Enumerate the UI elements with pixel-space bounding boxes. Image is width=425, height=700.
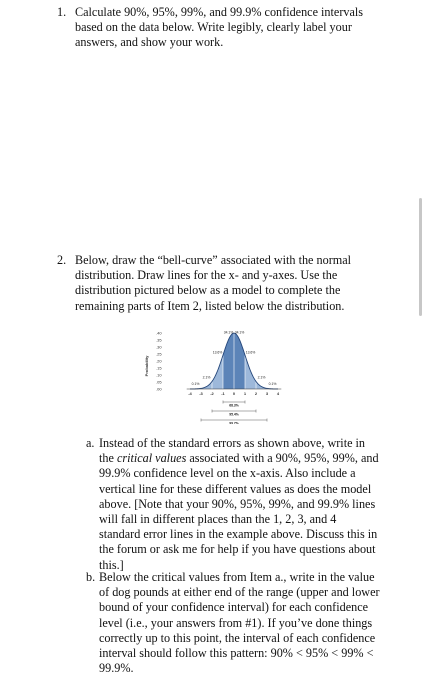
y-tick-label: .05 [156, 379, 162, 385]
x-tick-label: 4 [276, 391, 280, 396]
band-percent-label: 2.1% [202, 375, 211, 380]
coverage-brackets [201, 401, 267, 425]
bell-curve-figure [142, 328, 318, 424]
x-tick-labels [188, 391, 280, 396]
item-a-text [86, 436, 380, 573]
bracket-label: 95.4% [229, 412, 239, 417]
y-tick-label: .35 [156, 337, 162, 343]
band-percent-label: 0.1% [268, 381, 277, 386]
band-percent-label: 34.1% [234, 330, 245, 335]
y-tick-label: .10 [156, 372, 162, 378]
x-tick-label: -1 [221, 391, 225, 396]
item-b-text: Below the critical values from Item a., write in the value of dog pounds at either end of the range (upper and lower bound of your confidence interval) for each confidence level (i.e., your answers from #1). If you’ve done things correctly up to this point, the interval of each confidence interval should follow this pattern: 90% < 95% < 99% < 99.9%. [99, 570, 380, 676]
question-2-text: Below, draw the “bell-curve” associated with the normal distribution. Draw lines for the x- and y-axes. Use the distribution pictured below as a model to complete the remaining parts of Item 2, listed below the distribution. [75, 253, 352, 313]
x-tick-label: 0 [232, 391, 236, 396]
y-tick-label: .00 [156, 386, 162, 392]
item-a-emphasis: critical values [116, 451, 187, 466]
x-tick-label: 3 [265, 391, 269, 396]
y-tick-label: .20 [156, 358, 162, 364]
y-tick-labels [156, 330, 162, 391]
item-a-prefix: Instead of the standard errors as shown above, write in the [99, 436, 366, 466]
x-tick-label: 1 [243, 391, 247, 396]
question-1 [57, 5, 377, 51]
item-a-label: a. [86, 436, 95, 450]
band-percent-label: 13.6% [245, 350, 256, 355]
y-axis-label: Probability [144, 355, 149, 377]
x-tick-label: -3 [199, 391, 203, 396]
question-1-text: Calculate 90%, 95%, 99%, and 99.9% confidence intervals based on the data below. Write legibly, clearly label your answers, and show your work. [75, 5, 364, 50]
question-2 [57, 253, 369, 314]
bracket-label: 99.7% [229, 421, 239, 424]
question-1-number: 1. [57, 5, 67, 19]
y-tick-label: .30 [156, 344, 162, 350]
bracket-label: 68.3% [229, 403, 239, 408]
y-axis-label-group [144, 355, 149, 376]
band-percent-label: 34.1% [223, 330, 234, 335]
y-tick-label: .25 [156, 351, 162, 357]
y-tick-label: .40 [156, 330, 162, 336]
x-tick-label: 2 [254, 391, 258, 396]
scrollbar-thumb[interactable] [419, 198, 422, 316]
item-a-suffix: associated with a 90%, 95%, 99%, and 99.9% confidence level on the x-axis. Also include a vertical line for these different values as does the model above. [Note that your 90%, 95%, 99%, and 99.9% lines will fall in different places than the 1, 2, 3, and 4 standard error lines in the example above. Discuss this in the forum or ask me for help if you have questions about this.] [99, 451, 379, 572]
item-b-label: b. [86, 570, 96, 584]
x-tick-label: -2 [210, 391, 214, 396]
band-percent-label: 2.1% [257, 375, 266, 380]
y-tick-label: .15 [156, 365, 162, 371]
question-2-number: 2. [57, 253, 67, 267]
item-b [86, 570, 380, 676]
x-tick-label: -4 [188, 391, 192, 396]
band-percent-label: 13.6% [212, 350, 223, 355]
item-a [86, 436, 380, 573]
band-percent-label: 0.1% [191, 381, 200, 386]
